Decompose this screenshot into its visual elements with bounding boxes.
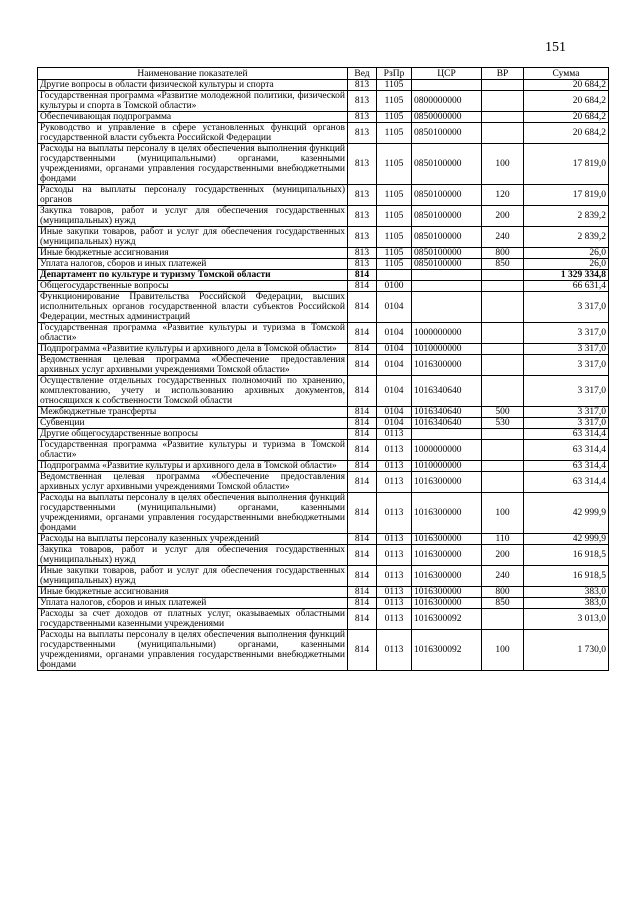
- row-sum-cell: 20 684,2: [524, 123, 609, 144]
- row-name-cell: Уплата налогов, сборов и иных платежей: [38, 598, 348, 609]
- row-ved-cell: 814: [348, 493, 377, 534]
- table-row: [38, 144, 609, 185]
- row-csr-cell: [412, 429, 482, 440]
- row-ved-cell: 813: [348, 227, 377, 248]
- row-csr-cell: 1016300000: [412, 598, 482, 609]
- row-rzpr-cell: 0113: [377, 534, 412, 545]
- row-name-cell: Расходы за счет доходов от платных услуг, оказываемых областными государственными казенными учреждениями: [38, 609, 348, 630]
- table-row: [38, 259, 609, 270]
- row-rzpr-cell: 1105: [377, 259, 412, 270]
- row-name-cell: Другие общегосударственные вопросы: [38, 429, 348, 440]
- row-vr-cell: [482, 123, 524, 144]
- row-sum-cell: 16 918,5: [524, 566, 609, 587]
- row-rzpr-cell: 1105: [377, 227, 412, 248]
- row-vr-cell: [482, 292, 524, 323]
- row-name-cell: Осуществление отдельных государственных полномочий по хранению, комплектованию, учету и использованию архивных документов, относящихся к собственности Томской области: [38, 376, 348, 407]
- row-ved-cell: 813: [348, 91, 377, 112]
- row-rzpr-cell: 0113: [377, 545, 412, 566]
- table-row: [38, 461, 609, 472]
- row-vr-cell: [482, 344, 524, 355]
- row-ved-cell: 814: [348, 281, 377, 292]
- row-rzpr-cell: 0113: [377, 440, 412, 461]
- row-vr-cell: 200: [482, 206, 524, 227]
- row-name-cell: Ведомственная целевая программа «Обеспечение предоставления архивных услуг архивными учреждениями Томской области»: [38, 472, 348, 493]
- row-sum-cell: 20 684,2: [524, 80, 609, 91]
- table-row: [38, 545, 609, 566]
- row-rzpr-cell: 1105: [377, 91, 412, 112]
- row-vr-cell: [482, 270, 524, 281]
- row-name-cell: Функционирование Правительства Российской Федерации, высших исполнительных органов государственной власти субъектов Российской Федерации, местных администраций: [38, 292, 348, 323]
- row-vr-cell: 240: [482, 227, 524, 248]
- row-csr-cell: 1010000000: [412, 344, 482, 355]
- row-sum-cell: 3 317,0: [524, 323, 609, 344]
- row-name-cell: Уплата налогов, сборов и иных платежей: [38, 259, 348, 270]
- table-row: [38, 598, 609, 609]
- row-name-cell: Обеспечивающая подпрограмма: [38, 112, 348, 123]
- header-sum: Сумма: [524, 68, 609, 80]
- row-csr-cell: 1016300000: [412, 355, 482, 376]
- row-ved-cell: 814: [348, 418, 377, 429]
- row-name-cell: Расходы на выплаты персоналу государственных (муниципальных) органов: [38, 185, 348, 206]
- row-ved-cell: 813: [348, 80, 377, 91]
- row-csr-cell: 0850100000: [412, 259, 482, 270]
- row-csr-cell: 1016300000: [412, 472, 482, 493]
- row-name-cell: Расходы на выплаты персоналу в целях обеспечения выполнения функций государственными (муниципальными) органами, казенными учреждениями, органами управления государственными внебюджетными фондами: [38, 493, 348, 534]
- row-vr-cell: 100: [482, 144, 524, 185]
- table-row: [38, 566, 609, 587]
- row-vr-cell: [482, 376, 524, 407]
- row-sum-cell: 20 684,2: [524, 91, 609, 112]
- row-csr-cell: 0850100000: [412, 206, 482, 227]
- row-vr-cell: 100: [482, 493, 524, 534]
- table-header-row: [38, 68, 609, 80]
- row-ved-cell: 814: [348, 407, 377, 418]
- row-rzpr-cell: 1105: [377, 185, 412, 206]
- page-number: 151: [545, 40, 566, 55]
- row-name-cell: Государственная программа «Развитие культуры и туризма в Томской области»: [38, 440, 348, 461]
- row-name-cell: Ведомственная целевая программа «Обеспечение предоставления архивных услуг архивными учреждениями Томской области»: [38, 355, 348, 376]
- row-csr-cell: 0850100000: [412, 144, 482, 185]
- table-row: [38, 630, 609, 671]
- row-rzpr-cell: 0113: [377, 566, 412, 587]
- row-ved-cell: 813: [348, 185, 377, 206]
- row-ved-cell: 814: [348, 429, 377, 440]
- row-csr-cell: 1016300000: [412, 545, 482, 566]
- row-rzpr-cell: 0104: [377, 292, 412, 323]
- row-name-cell: Государственная программа «Развитие культуры и туризма в Томской области»: [38, 323, 348, 344]
- row-ved-cell: 814: [348, 472, 377, 493]
- table-row: [38, 185, 609, 206]
- table-row: [38, 206, 609, 227]
- header-csr: ЦСР: [412, 68, 482, 80]
- row-ved-cell: 813: [348, 123, 377, 144]
- row-rzpr-cell: 0113: [377, 587, 412, 598]
- row-vr-cell: 530: [482, 418, 524, 429]
- row-name-cell: Государственная программа «Развитие молодежной политики, физической культуры и спорта в Томской области»: [38, 91, 348, 112]
- row-ved-cell: 814: [348, 534, 377, 545]
- row-name-cell: Иные закупки товаров, работ и услуг для обеспечения государственных (муниципальных) нужд: [38, 566, 348, 587]
- row-name-cell: Иные закупки товаров, работ и услуг для обеспечения государственных (муниципальных) нужд: [38, 227, 348, 248]
- row-vr-cell: [482, 609, 524, 630]
- row-sum-cell: 16 918,5: [524, 545, 609, 566]
- row-ved-cell: 814: [348, 440, 377, 461]
- table-row: [38, 281, 609, 292]
- row-name-cell: Подпрограмма «Развитие культуры и архивного дела в Томской области»: [38, 461, 348, 472]
- table-row: [38, 609, 609, 630]
- row-rzpr-cell: 0104: [377, 344, 412, 355]
- row-vr-cell: 100: [482, 630, 524, 671]
- row-ved-cell: 814: [348, 355, 377, 376]
- row-sum-cell: 17 819,0: [524, 144, 609, 185]
- row-rzpr-cell: 1105: [377, 144, 412, 185]
- row-ved-cell: 814: [348, 323, 377, 344]
- row-csr-cell: 0850100000: [412, 227, 482, 248]
- table-row: [38, 534, 609, 545]
- row-csr-cell: [412, 80, 482, 91]
- row-vr-cell: [482, 472, 524, 493]
- row-rzpr-cell: 1105: [377, 80, 412, 91]
- row-sum-cell: 66 631,4: [524, 281, 609, 292]
- row-vr-cell: 120: [482, 185, 524, 206]
- row-sum-cell: 26,0: [524, 248, 609, 259]
- row-rzpr-cell: 0100: [377, 281, 412, 292]
- row-csr-cell: 1016300092: [412, 609, 482, 630]
- row-vr-cell: [482, 461, 524, 472]
- row-vr-cell: 800: [482, 248, 524, 259]
- row-vr-cell: [482, 323, 524, 344]
- row-rzpr-cell: 0113: [377, 598, 412, 609]
- row-vr-cell: [482, 112, 524, 123]
- row-vr-cell: 110: [482, 534, 524, 545]
- row-rzpr-cell: 0113: [377, 472, 412, 493]
- row-sum-cell: 63 314,4: [524, 440, 609, 461]
- row-rzpr-cell: 0104: [377, 376, 412, 407]
- row-csr-cell: [412, 270, 482, 281]
- row-name-cell: Иные бюджетные ассигнования: [38, 248, 348, 259]
- row-ved-cell: 813: [348, 206, 377, 227]
- row-name-cell: Субвенции: [38, 418, 348, 429]
- row-csr-cell: 1016340640: [412, 407, 482, 418]
- row-sum-cell: 383,0: [524, 587, 609, 598]
- row-csr-cell: 1010000000: [412, 461, 482, 472]
- header-ved: Вед: [348, 68, 377, 80]
- row-ved-cell: 813: [348, 259, 377, 270]
- table-row: [38, 112, 609, 123]
- row-name-cell: Руководство и управление в сфере установленных функций органов государственной власти субъекта Российской Федерации: [38, 123, 348, 144]
- row-vr-cell: [482, 429, 524, 440]
- row-rzpr-cell: 0113: [377, 630, 412, 671]
- row-ved-cell: 814: [348, 376, 377, 407]
- row-sum-cell: 1 329 334,8: [524, 270, 609, 281]
- row-vr-cell: [482, 80, 524, 91]
- row-sum-cell: 63 314,4: [524, 429, 609, 440]
- table-row: [38, 344, 609, 355]
- row-ved-cell: 814: [348, 292, 377, 323]
- row-ved-cell: 814: [348, 545, 377, 566]
- table-row: [38, 472, 609, 493]
- row-vr-cell: [482, 440, 524, 461]
- table-row: [38, 270, 609, 281]
- row-sum-cell: 1 730,0: [524, 630, 609, 671]
- row-csr-cell: 1000000000: [412, 323, 482, 344]
- row-csr-cell: 0850100000: [412, 185, 482, 206]
- row-sum-cell: 42 999,9: [524, 493, 609, 534]
- row-sum-cell: 20 684,2: [524, 112, 609, 123]
- row-rzpr-cell: 0104: [377, 407, 412, 418]
- table-row: [38, 440, 609, 461]
- row-rzpr-cell: 0113: [377, 493, 412, 534]
- row-csr-cell: 1016340640: [412, 376, 482, 407]
- row-name-cell: Департамент по культуре и туризму Томской области: [38, 270, 348, 281]
- row-csr-cell: 1016300000: [412, 566, 482, 587]
- row-sum-cell: 26,0: [524, 259, 609, 270]
- row-name-cell: Расходы на выплаты персоналу казенных учреждений: [38, 534, 348, 545]
- row-name-cell: Другие вопросы в области физической культуры и спорта: [38, 80, 348, 91]
- row-ved-cell: 814: [348, 630, 377, 671]
- table-row: [38, 407, 609, 418]
- table-row: [38, 355, 609, 376]
- row-vr-cell: 200: [482, 545, 524, 566]
- row-name-cell: Закупка товаров, работ и услуг для обеспечения государственных (муниципальных) нужд: [38, 206, 348, 227]
- row-name-cell: Общегосударственные вопросы: [38, 281, 348, 292]
- row-vr-cell: 850: [482, 598, 524, 609]
- row-ved-cell: 813: [348, 144, 377, 185]
- row-name-cell: Подпрограмма «Развитие культуры и архивного дела в Томской области»: [38, 344, 348, 355]
- row-vr-cell: 240: [482, 566, 524, 587]
- table-row: [38, 429, 609, 440]
- row-ved-cell: 813: [348, 112, 377, 123]
- row-vr-cell: [482, 91, 524, 112]
- row-rzpr-cell: 0113: [377, 429, 412, 440]
- row-sum-cell: 3 317,0: [524, 344, 609, 355]
- row-csr-cell: 1016300000: [412, 534, 482, 545]
- row-csr-cell: [412, 281, 482, 292]
- row-ved-cell: 814: [348, 270, 377, 281]
- row-rzpr-cell: 0113: [377, 461, 412, 472]
- row-rzpr-cell: 1105: [377, 206, 412, 227]
- row-csr-cell: 1016300000: [412, 493, 482, 534]
- row-sum-cell: 383,0: [524, 598, 609, 609]
- row-csr-cell: 0850100000: [412, 248, 482, 259]
- row-vr-cell: 800: [482, 587, 524, 598]
- table-row: [38, 123, 609, 144]
- row-name-cell: Межбюджетные трансферты: [38, 407, 348, 418]
- row-sum-cell: 63 314,4: [524, 472, 609, 493]
- row-sum-cell: 3 317,0: [524, 355, 609, 376]
- row-sum-cell: 3 317,0: [524, 376, 609, 407]
- row-sum-cell: 3 013,0: [524, 609, 609, 630]
- row-sum-cell: 3 317,0: [524, 418, 609, 429]
- header-name: Наименование показателей: [38, 68, 348, 80]
- row-csr-cell: 1016300092: [412, 630, 482, 671]
- table-row: [38, 248, 609, 259]
- row-name-cell: Расходы на выплаты персоналу в целях обеспечения выполнения функций государственными (муниципальными) органами, казенными учреждениями, органами управления государственными внебюджетными фондами: [38, 630, 348, 671]
- row-ved-cell: 814: [348, 598, 377, 609]
- row-rzpr-cell: [377, 270, 412, 281]
- budget-table: [37, 67, 609, 671]
- table-row: [38, 418, 609, 429]
- row-csr-cell: [412, 292, 482, 323]
- row-sum-cell: 17 819,0: [524, 185, 609, 206]
- row-vr-cell: [482, 281, 524, 292]
- row-csr-cell: 1000000000: [412, 440, 482, 461]
- row-rzpr-cell: 0104: [377, 418, 412, 429]
- row-csr-cell: 0850000000: [412, 112, 482, 123]
- row-csr-cell: 1016300000: [412, 587, 482, 598]
- row-csr-cell: 1016340640: [412, 418, 482, 429]
- row-ved-cell: 814: [348, 461, 377, 472]
- row-sum-cell: 42 999,9: [524, 534, 609, 545]
- header-rzpr: РзПр: [377, 68, 412, 80]
- row-sum-cell: 63 314,4: [524, 461, 609, 472]
- table-row: [38, 80, 609, 91]
- row-name-cell: Закупка товаров, работ и услуг для обеспечения государственных (муниципальных) нужд: [38, 545, 348, 566]
- row-sum-cell: 2 839,2: [524, 227, 609, 248]
- row-rzpr-cell: 1105: [377, 112, 412, 123]
- row-name-cell: Расходы на выплаты персоналу в целях обеспечения выполнения функций государственными (муниципальными) органами, казенными учреждениями, органами управления государственными внебюджетными фондами: [38, 144, 348, 185]
- row-sum-cell: 3 317,0: [524, 407, 609, 418]
- row-vr-cell: 500: [482, 407, 524, 418]
- row-ved-cell: 814: [348, 344, 377, 355]
- row-rzpr-cell: 1105: [377, 248, 412, 259]
- table-row: [38, 91, 609, 112]
- row-rzpr-cell: 1105: [377, 123, 412, 144]
- table-row: [38, 323, 609, 344]
- row-ved-cell: 813: [348, 248, 377, 259]
- row-vr-cell: 850: [482, 259, 524, 270]
- row-ved-cell: 814: [348, 609, 377, 630]
- row-name-cell: Иные бюджетные ассигнования: [38, 587, 348, 598]
- table-row: [38, 587, 609, 598]
- row-sum-cell: 2 839,2: [524, 206, 609, 227]
- row-ved-cell: 814: [348, 587, 377, 598]
- row-rzpr-cell: 0113: [377, 609, 412, 630]
- row-rzpr-cell: 0104: [377, 323, 412, 344]
- table-row: [38, 376, 609, 407]
- header-vr: ВР: [482, 68, 524, 80]
- table-body: [38, 80, 609, 671]
- row-rzpr-cell: 0104: [377, 355, 412, 376]
- table-row: [38, 292, 609, 323]
- table-row: [38, 493, 609, 534]
- row-csr-cell: 0850100000: [412, 123, 482, 144]
- table-row: [38, 227, 609, 248]
- row-sum-cell: 3 317,0: [524, 292, 609, 323]
- row-vr-cell: [482, 355, 524, 376]
- row-csr-cell: 0800000000: [412, 91, 482, 112]
- row-ved-cell: 814: [348, 566, 377, 587]
